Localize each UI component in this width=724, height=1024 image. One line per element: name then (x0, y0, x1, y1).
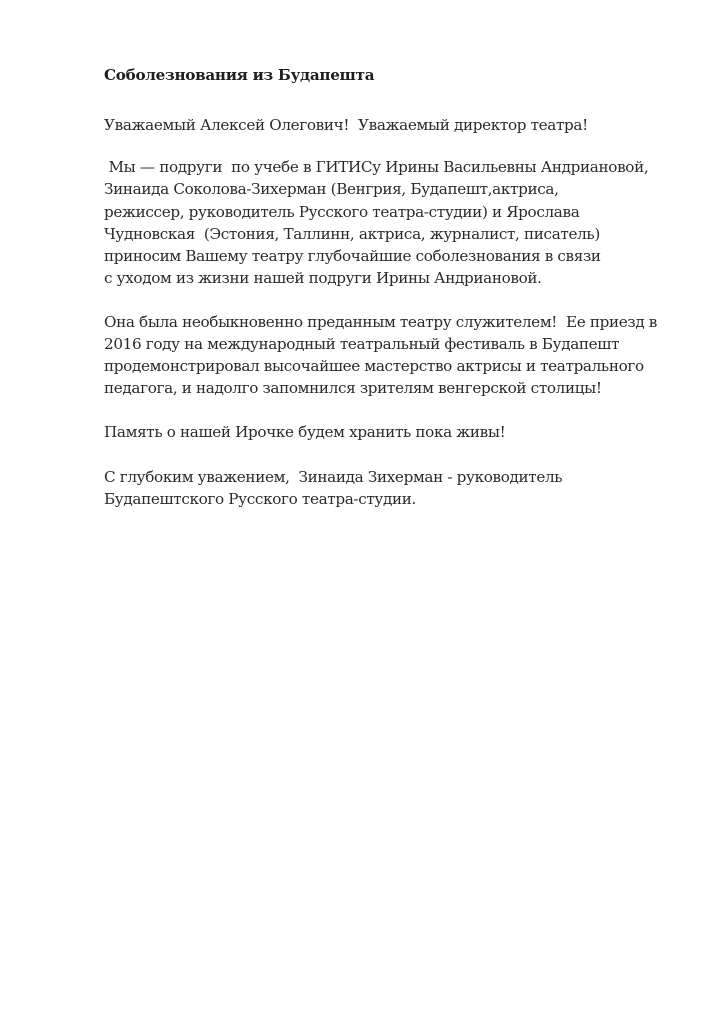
paragraph-line: Зинаида Соколова-Зихерман (Венгрия, Будапешт,актриса, (104, 180, 559, 198)
signoff-line: Будапештского Русского театра-студии. (104, 490, 417, 508)
document-title: Соболезнования из Будапешта (104, 66, 375, 84)
greeting: Уважаемый Алексей Олегович! Уважаемый директор театра! (104, 116, 588, 134)
paragraph-line: с уходом из жизни нашей подруги Ирины Андриановой. (104, 269, 542, 287)
paragraph-line: педагога, и надолго запомнился зрителям венгерской столицы! (104, 379, 602, 397)
paragraph-line: Чудновская (Эстония, Таллинн, актриса, журналист, писатель) (104, 225, 600, 243)
signoff-line: С глубоким уважением, Зинаида Зихерман - руководитель (104, 468, 563, 486)
paragraph-line: Мы — подруги по учебе в ГИТИСу Ирины Васильевны Андриановой, (104, 158, 649, 176)
paragraph-line: режиссер, руководитель Русского театра-студии) и Ярослава (104, 203, 580, 221)
paragraph-line: Она была необыкновенно преданным театру служителем! Ее приезд в (104, 313, 658, 331)
paragraph-line: 2016 году на международный театральный фестиваль в Будапешт (104, 335, 620, 353)
paragraph-line: приносим Вашему театру глубочайшие соболезнования в связи (104, 247, 601, 265)
paragraph-line: продемонстрировал высочайшее мастерство актрисы и театрального (104, 357, 644, 375)
memory-line: Память о нашей Ирочке будем хранить пока живы! (104, 423, 506, 441)
